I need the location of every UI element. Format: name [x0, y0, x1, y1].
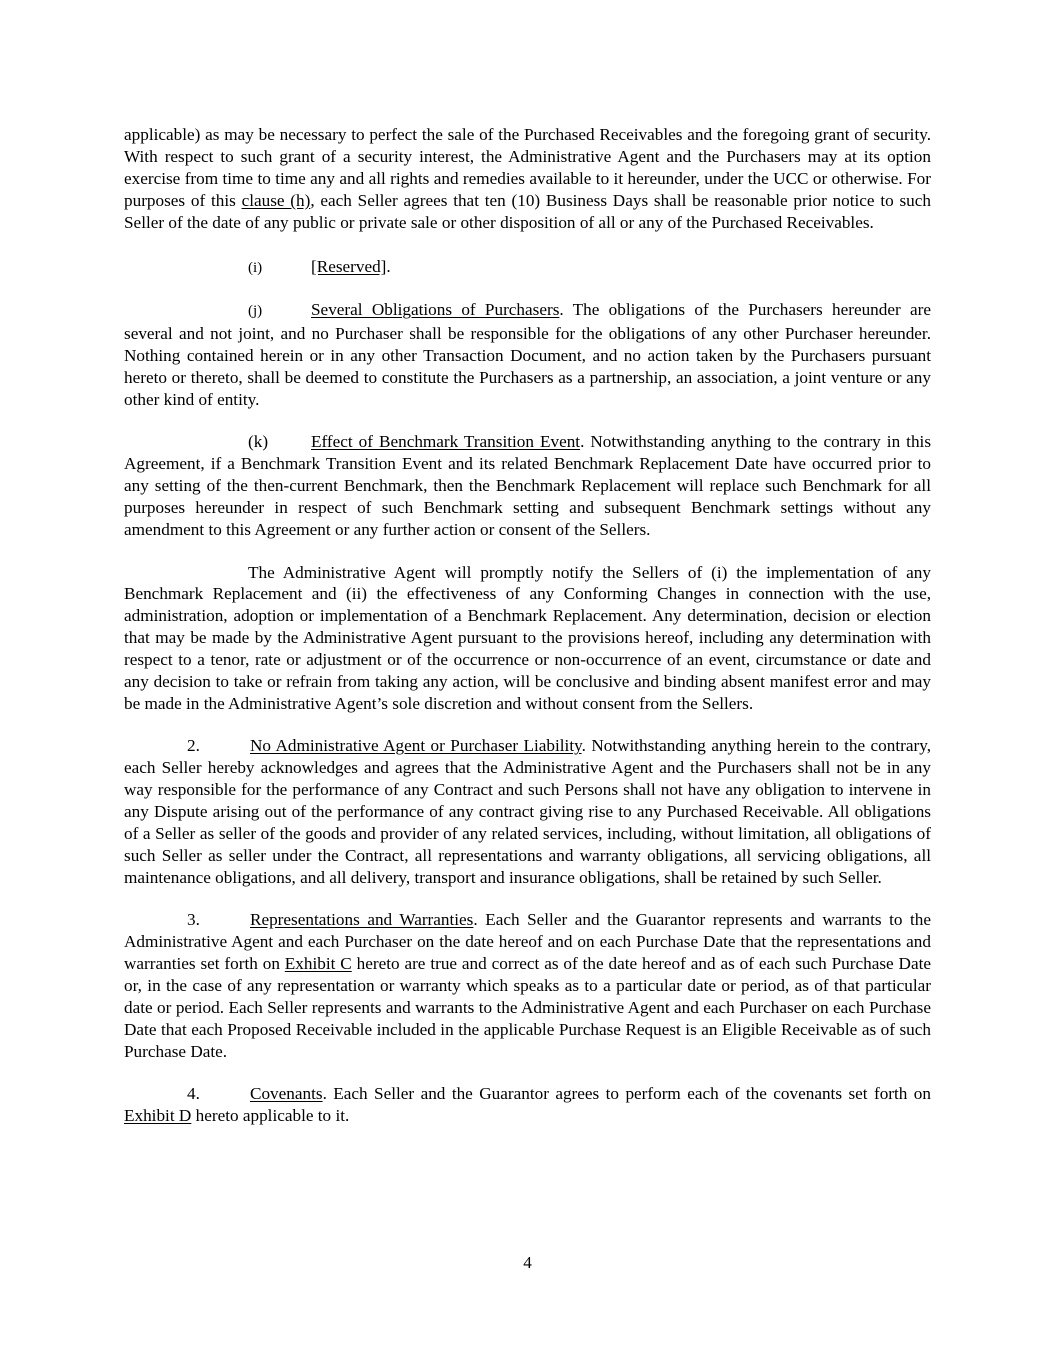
section-3-heading: Representations and Warranties	[250, 910, 474, 930]
item-k-heading: Effect of Benchmark Transition Event	[311, 432, 581, 452]
paragraph-notify: The Administrative Agent will promptly notify the Sellers of (i) the implementation of any Benchmark Replacement and (ii) the effectiveness of any Conforming Changes in connection with the use, administration, adoption or implementation of a Benchmark Replacement. Any determination, decision or election that may be made by the Administrative Agent pursuant to the provisions hereof, including any determination with respect to a tenor, rate or adjustment or of the occurrence or non-occurrence of an event, circumstance or date and any decision to take or refrain from taking any action, will be conclusive and binding absent manifest error and may be made in the Administrative Agent’s sole discretion and without consent from the Sellers.	[124, 562, 931, 713]
item-i	[124, 256, 931, 280]
paragraph-clause-h-continued	[124, 124, 931, 234]
item-i-heading: [Reserved]	[311, 256, 387, 276]
exhibit-c-reference: Exhibit C	[284, 954, 352, 973]
section-2	[124, 735, 931, 888]
section-2-text: . Notwithstanding anything herein to the contrary, each Seller hereby acknowledges and agrees that the Administrative Agent and the Purchasers shall not be in any way responsible for the performance of any Contract and such Persons shall not have any obligation to intervene in any Dispute arising out of the performance of any contract giving rise to any Purchased Receivable. All obligations of a Seller as seller of the goods and provider of any related services, including, without limitation, all obligations of such Seller as seller under the Contract, all representations and warranty obligations, all servicing obligations, all maintenance obligations, and all delivery, transport and insurance obligations, shall be retained by such Seller.	[124, 736, 931, 887]
section-3-text: . Each Seller and the Guarantor represents and warrants to the Administrative Agent and each Purchaser on the date hereof and on each Purchase Date that the representations and warranties set forth on	[124, 910, 931, 973]
section-4	[124, 1083, 931, 1127]
section-4-text: hereto applicable to it.	[191, 1105, 350, 1125]
item-j	[124, 299, 931, 411]
section-3-text: hereto are true and correct as of the date hereof and as of each such Purchase Date or, in the case of any representation or warranty which speaks as to a particular date or period, as of that particular date or period. Each Seller represents and warrants to the Administrative Agent and each Purchaser on each Purchase Date that each Proposed Receivable included in the applicable Purchase Request is an Eligible Receivable as of such Purchase Date.	[124, 954, 931, 1061]
item-j-heading: Several Obligations of Purchasers	[311, 300, 560, 320]
item-j-marker: (j)	[248, 303, 263, 320]
section-3	[124, 909, 931, 1062]
section-2-heading: No Administrative Agent or Purchaser Liability	[250, 736, 582, 756]
section-4-text: . Each Seller and the Guarantor agrees to perform each of the covenants set forth on	[322, 1084, 931, 1104]
item-i-period: .	[386, 256, 391, 276]
section-4-heading: Covenants	[250, 1084, 323, 1104]
section-3-number: 3.	[187, 910, 200, 930]
item-k-marker: (k)	[248, 432, 269, 452]
item-i-marker: (i)	[248, 259, 263, 276]
section-2-number: 2.	[187, 736, 200, 756]
document-body	[124, 124, 931, 1147]
section-4-number: 4.	[187, 1084, 200, 1104]
paragraph-text: , each Seller agrees that ten (10) Business Days shall be reasonable prior notice to such Seller of the date of any public or private sale or other disposition of all or any of the Purchased Receivables.	[124, 190, 931, 232]
exhibit-d-reference: Exhibit D	[124, 1105, 192, 1125]
item-k-text: . Notwithstanding anything to the contrary in this Agreement, if a Benchmark Transition Event and its related Benchmark Replacement Date have occurred prior to any setting of the then-current Benchmark, then the Benchmark Replacement will replace such Benchmark for all purposes hereunder in respect of such Benchmark setting and subsequent Benchmark settings without any amendment to this Agreement or any further action or consent of the Sellers.	[124, 432, 932, 540]
paragraph-text: applicable) as may be necessary to perfect the sale of the Purchased Receivables and the foregoing grant of security. With respect to such grant of a security interest, the Administrative Agent and the Purchasers may at its option exercise from time to time any and all rights and remedies available to it hereunder, under the UCC or otherwise. For purposes of this	[124, 125, 931, 210]
item-k	[124, 431, 931, 541]
item-j-text: . The obligations of the Purchasers hereunder are several and not joint, and no Purchaser shall be responsible for the obligations of any other Purchaser hereunder. Nothing contained herein or in any other Transaction Document, and no action taken by the Purchasers pursuant hereto or thereto, shall be deemed to constitute the Purchasers as a partnership, an association, a joint venture or any other kind of entity.	[124, 300, 931, 410]
clause-h-reference: clause (h)	[241, 190, 311, 210]
page-number: 4	[523, 1253, 532, 1272]
